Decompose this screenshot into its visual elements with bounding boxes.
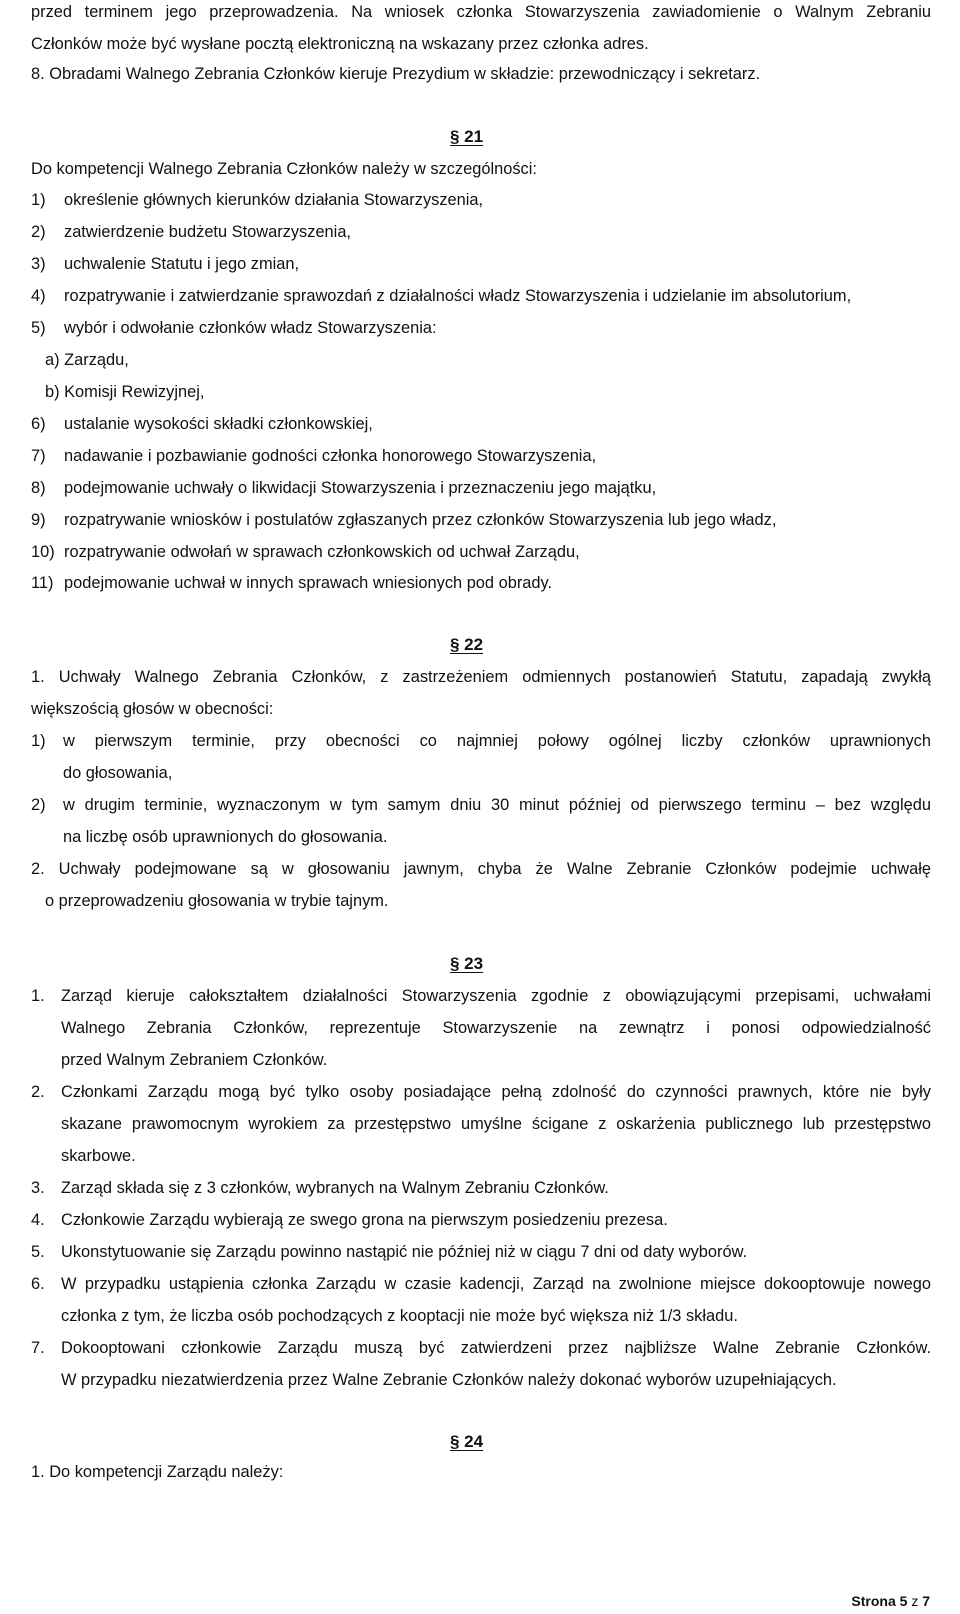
list-item-line: w pierwszym terminie, przy obecności co najmniej połowy ogólnej liczby członków uprawnionych [63, 732, 931, 750]
list-item-line: na liczbę osób uprawnionych do głosowania. [63, 828, 388, 846]
item-number: 2) [31, 223, 46, 241]
paragraph-line: o przeprowadzeniu głosowania w trybie tajnym. [45, 892, 389, 910]
list-item [31, 472, 931, 504]
section-heading-24: § 24 [450, 1432, 484, 1451]
item-text: podejmowanie uchwały o likwidacji Stowarzyszenia i przeznaczeniu jego majątku, [64, 479, 657, 497]
paragraph-line: 8. Obradami Walnego Zebrania Członków kieruje Prezydium w składzie: przewodniczący i sekretarz. [31, 65, 761, 83]
item-text: rozpatrywanie wniosków i postulatów zgłaszanych przez członków Stowarzyszenia lub jego władz, [64, 511, 777, 529]
list-item [31, 440, 931, 472]
paragraph-line: przed terminem jego przeprowadzenia. Na wniosek członka Stowarzyszenia zawiadomienie o Walnym Zebraniu [31, 3, 931, 21]
item-number: 1) [31, 732, 46, 750]
item-number: 3. [31, 1179, 45, 1197]
item-number: 11) [31, 574, 54, 592]
list-item [31, 184, 931, 216]
footer-page-total: 7 [922, 1593, 930, 1609]
list-item-line: W przypadku niezatwierdzenia przez Walne Zebranie Członków należy dokonać wyborów uzupełniających. [61, 1371, 837, 1389]
paragraph-line: Członków może być wysłane pocztą elektroniczną na wskazany przez członka adres. [31, 35, 649, 53]
item-text: uchwalenie Statutu i jego zmian, [64, 255, 300, 273]
item-number: 5. [31, 1243, 45, 1261]
list-item [31, 248, 931, 280]
item-number: 10) [31, 543, 55, 561]
section-heading-21: § 21 [450, 127, 484, 146]
paragraph-line: 1. Uchwały Walnego Zebrania Członków, z zastrzeżeniem odmiennych postanowień Statutu, zapadają zwykłą [31, 668, 931, 686]
item-number: 2. [31, 1083, 45, 1101]
item-text: rozpatrywanie i zatwierdzanie sprawozdań z działalności władz Stowarzyszenia i udzielanie im absolutorium, [64, 287, 852, 305]
list-item-line: Dokooptowani członkowie Zarządu muszą być zatwierdzeni przez najbliższe Walne Zebranie Członków. [61, 1339, 931, 1357]
item-text: podejmowanie uchwał w innych sprawach wniesionych pod obrady. [64, 574, 553, 592]
item-number: 7) [31, 447, 46, 465]
sub-item: a) Zarządu, [45, 351, 129, 369]
item-number: 1. [31, 987, 45, 1005]
list-item-line: Członkowie Zarządu wybierają ze swego grona na pierwszym posiedzeniu prezesa. [61, 1211, 668, 1229]
page-footer [851, 1592, 930, 1610]
list-item-line: w drugim terminie, wyznaczonym w tym samym dniu 30 minut później od pierwszego terminu – bez względu [63, 796, 931, 814]
footer-separator: z [911, 1593, 919, 1609]
list-item-line: skazane prawomocnym wyrokiem za przestępstwo umyślne ścigane z oskarżenia publicznego lub przestępstwo [61, 1115, 931, 1133]
item-text: nadawanie i pozbawianie godności członka honorowego Stowarzyszenia, [64, 447, 597, 465]
list-item [31, 408, 931, 440]
list-item-line: Zarząd kieruje całokształtem działalności Stowarzyszenia zgodnie z obowiązującymi przepisami, uchwałami [61, 987, 931, 1005]
list-item [31, 280, 931, 312]
list-item-line: Zarząd składa się z 3 członków, wybranych na Walnym Zebraniu Członków. [61, 1179, 609, 1197]
list-item-line: przed Walnym Zebraniem Członków. [61, 1051, 328, 1069]
item-number: 3) [31, 255, 46, 273]
list-item-line: członka z tym, że liczba osób pochodzących z kooptacji nie może być większa niż 1/3 składu. [61, 1307, 738, 1325]
item-number: 6) [31, 415, 46, 433]
list-item-line: skarbowe. [61, 1147, 136, 1165]
item-number: 7. [31, 1339, 45, 1357]
list-item [31, 312, 931, 344]
paragraph-line: większością głosów w obecności: [31, 700, 274, 718]
section-heading-23: § 23 [450, 954, 484, 973]
list-item [31, 567, 931, 599]
item-number: 4) [31, 287, 46, 305]
list-item-line: do głosowania, [63, 764, 173, 782]
section-heading-22: § 22 [450, 635, 484, 654]
list-item-line: Członkami Zarządu mogą być tylko osoby posiadające pełną zdolność do czynności prawnych, które nie były [61, 1083, 931, 1101]
item-text: zatwierdzenie budżetu Stowarzyszenia, [64, 223, 351, 241]
item-text: wybór i odwołanie członków władz Stowarzyszenia: [64, 319, 437, 337]
item-number: 1) [31, 191, 46, 209]
item-number: 9) [31, 511, 46, 529]
footer-label: Strona [851, 1593, 896, 1609]
item-number: 5) [31, 319, 46, 337]
list-item [31, 536, 931, 568]
paragraph-line: 2. Uchwały podejmowane są w głosowaniu jawnym, chyba że Walne Zebranie Członków podejmie uchwałę [31, 860, 931, 878]
list-item [31, 216, 931, 248]
list-item-line: W przypadku ustąpienia członka Zarządu w czasie kadencji, Zarząd na zwolnione miejsce dokooptowuje nowego [61, 1275, 931, 1293]
paragraph-line: 1. Do kompetencji Zarządu należy: [31, 1463, 284, 1481]
item-number: 8) [31, 479, 46, 497]
item-text: ustalanie wysokości składki członkowskiej, [64, 415, 373, 433]
item-number: 4. [31, 1211, 45, 1229]
section-intro: Do kompetencji Walnego Zebrania Członków należy w szczególności: [31, 160, 537, 178]
item-number: 6. [31, 1275, 45, 1293]
item-number: 2) [31, 796, 46, 814]
list-item-line: Walnego Zebrania Członków, reprezentuje Stowarzyszenie na zewnątrz i ponosi odpowiedzialność [61, 1019, 931, 1037]
list-item [31, 504, 931, 536]
list-item-line: Ukonstytuowanie się Zarządu powinno nastąpić nie później niż w ciągu 7 dni od daty wyborów. [61, 1243, 748, 1261]
item-text: rozpatrywanie odwołań w sprawach członkowskich od uchwał Zarządu, [64, 543, 580, 561]
item-text: określenie głównych kierunków działania Stowarzyszenia, [64, 191, 484, 209]
sub-item: b) Komisji Rewizyjnej, [45, 383, 205, 401]
footer-page-number: 5 [899, 1593, 908, 1609]
